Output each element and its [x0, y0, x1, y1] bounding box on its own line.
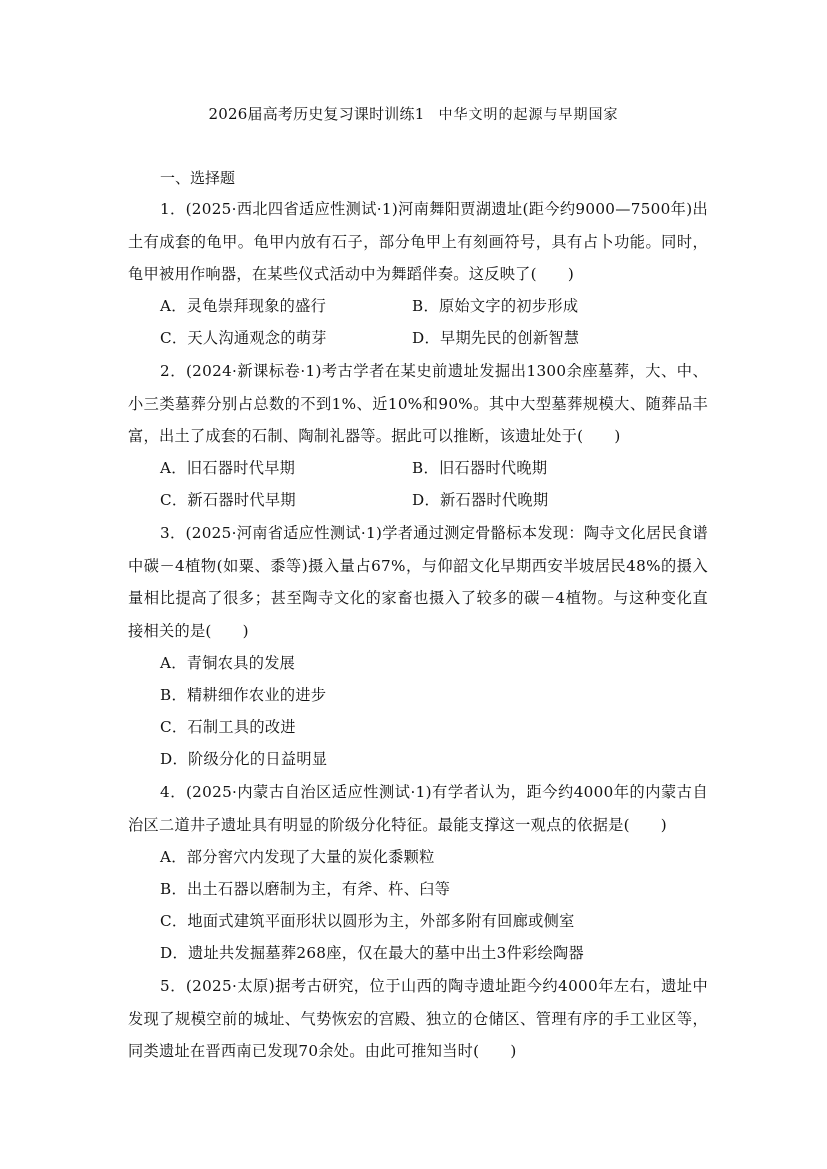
question-2-option-a: A．旧石器时代早期	[160, 459, 296, 477]
question-3-option-b: B．精耕细作农业的进步	[160, 686, 327, 704]
question-2-option-c: C．新石器时代早期	[160, 491, 296, 509]
question-3-option-a: A．青铜农具的发展	[160, 654, 296, 672]
title-main: 2026届高考历史复习课时训练1	[208, 105, 425, 123]
question-1-option-b: B．原始文字的初步形成	[412, 297, 579, 315]
question-1-stem: 1．(2025·西北四省适应性测试·1)河南舞阳贾湖遗址(距今约9000—7500年)出土有成套的龟甲。龟甲内放有石子，部分龟甲上有刻画符号，具有占卜功能。同时，龟甲被用作响器，在某些仪式活动中为舞蹈伴奏。这反映了( )	[128, 200, 708, 284]
question-1-option-a: A．灵龟崇拜现象的盛行	[160, 297, 327, 315]
question-3-stem: 3．(2025·河南省适应性测试·1)学者通过测定骨骼标本发现：陶寺文化居民食谱中碳－4植物(如粟、黍等)摄入量占67%，与仰韶文化早期西安半坡居民48%的摄入量相比提高了很多；甚至陶寺文化的家畜也摄入了较多的碳－4植物。与这种变化直接相关的是( )	[128, 524, 708, 641]
question-1-option-d: D．早期先民的创新智慧	[412, 329, 580, 347]
question-4-option-a: A．部分窖穴内发现了大量的炭化黍颗粒	[160, 848, 435, 866]
question-4-stem: 4．(2025·内蒙古自治区适应性测试·1)有学者认为，距今约4000年的内蒙古自治区二道井子遗址具有明显的阶级分化特征。最能支撑这一观点的依据是( )	[128, 783, 708, 834]
question-4-option-c: C．地面式建筑平面形状以圆形为主，外部多附有回廊或侧室	[160, 912, 575, 930]
question-1-option-c: C．天人沟通观念的萌芽	[160, 329, 327, 347]
question-4-option-b: B．出土石器以磨制为主，有斧、杵、臼等	[160, 880, 451, 898]
question-4-option-d: D．遗址共发掘墓葬268座，仅在最大的墓中出土3件彩绘陶器	[160, 944, 585, 962]
question-3-option-d: D．阶级分化的日益明显	[160, 750, 328, 768]
question-2-stem: 2．(2024·新课标卷·1)考古学者在某史前遗址发掘出1300余座墓葬，大、中、小三类墓葬分别占总数的不到1%、近10%和90%。其中大型墓葬规模大、随葬品丰富，出土了成套的石制、陶制礼器等。据此可以推断，该遗址处于( )	[128, 362, 708, 446]
question-3-option-c: C．石制工具的改进	[160, 718, 296, 736]
question-5-stem: 5．(2025·太原)据考古研究，位于山西的陶寺遗址距今约4000年左右，遗址中发现了规模空前的城址、气势恢宏的宫殿、独立的仓储区、管理有序的手工业区等，同类遗址在晋西南已发现70余处。由此可推知当时( )	[128, 977, 708, 1061]
question-2-option-d: D．新石器时代晚期	[412, 491, 549, 509]
section-heading: 一、选择题	[160, 169, 236, 187]
question-2-option-b: B．旧石器时代晚期	[412, 459, 548, 477]
title-subtitle: 中华文明的起源与早期国家	[438, 107, 619, 123]
document-title	[0, 103, 827, 124]
